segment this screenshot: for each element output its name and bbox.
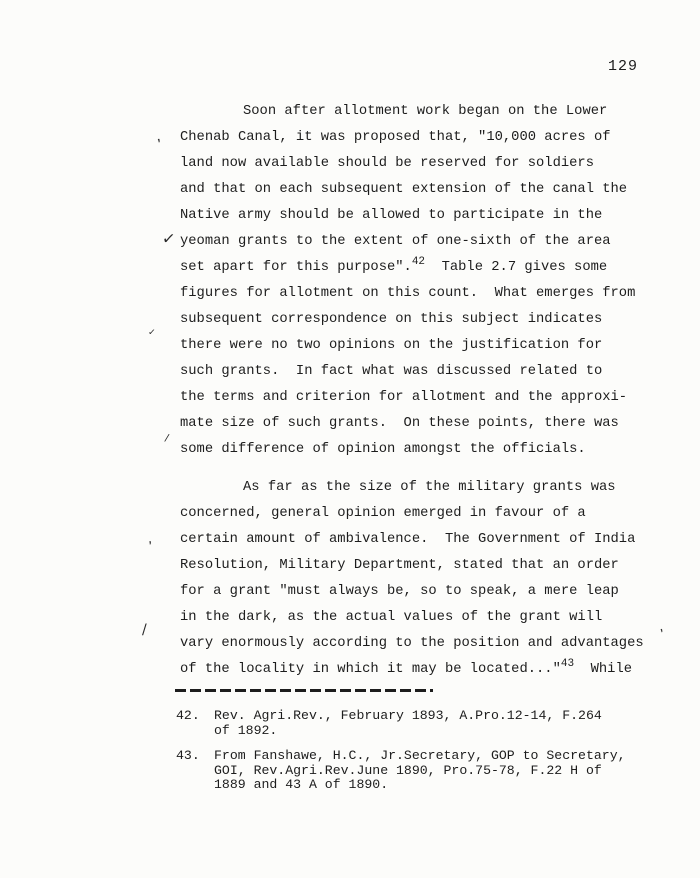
body-line: Resolution, Military Department, stated that an order bbox=[180, 558, 619, 573]
footnote-line: of 1892. bbox=[214, 722, 278, 738]
ink-speck: , bbox=[654, 619, 666, 636]
footnote-number: 43. bbox=[176, 748, 200, 764]
body-line: Chenab Canal, it was proposed that, "10,000 acres of bbox=[180, 130, 611, 145]
footnote-text bbox=[214, 749, 626, 793]
line-text: set apart for this purpose". bbox=[180, 260, 412, 275]
body-line: As far as the size of the military grants was bbox=[243, 480, 616, 495]
body-line: Native army should be allowed to participate in the bbox=[180, 208, 603, 223]
footnote-separator-line bbox=[175, 689, 433, 692]
paragraph-2 bbox=[180, 475, 644, 683]
body-line: in the dark, as the actual values of the grant will bbox=[180, 610, 603, 625]
footnote-42 bbox=[176, 709, 626, 738]
body-line: yeoman grants to the extent of one-sixth of the area bbox=[180, 234, 611, 249]
margin-tick-mark: ✓ bbox=[147, 327, 156, 339]
body-line: land now available should be reserved for soldiers bbox=[180, 156, 594, 171]
body-line: and that on each subsequent extension of the canal the bbox=[180, 182, 628, 197]
body-line: vary enormously according to the position and advantages bbox=[180, 636, 644, 651]
line-text: of the locality in which it may be located..." bbox=[180, 662, 561, 677]
body-line: there were no two opinions on the justification for bbox=[180, 338, 603, 353]
paragraph-1 bbox=[180, 99, 635, 463]
footnote-line: From Fanshawe, H.C., Jr.Secretary, GOP to Secretary, bbox=[214, 748, 626, 764]
margin-tick-mark: / bbox=[142, 622, 147, 638]
margin-tick-mark: , bbox=[151, 128, 163, 146]
footnote-number: 42. bbox=[176, 708, 200, 723]
body-line-with-footnote-ref bbox=[180, 255, 635, 281]
body-line: concerned, general opinion emerged in favour of a bbox=[180, 506, 586, 521]
margin-tick-mark: ✓ bbox=[161, 228, 177, 249]
footnote-line: 1889 and 43 A of 1890. bbox=[214, 777, 389, 793]
footnotes-section bbox=[176, 709, 626, 804]
footnote-43 bbox=[176, 749, 626, 793]
footnote-text bbox=[214, 709, 602, 738]
body-line: Soon after allotment work began on the Lower bbox=[243, 104, 608, 119]
body-line: certain amount of ambivalence. The Government of India bbox=[180, 532, 636, 547]
line-text: While bbox=[574, 662, 633, 677]
body-line: mate size of such grants. On these points, there was bbox=[180, 416, 619, 431]
body-line: figures for allotment on this count. What emerges from bbox=[180, 286, 636, 301]
footnote-ref-42: 42 bbox=[411, 256, 426, 268]
body-line: the terms and criterion for allotment and the approxi- bbox=[180, 390, 628, 405]
footnote-line: GOI, Rev.Agri.Rev.June 1890, Pro.75-78, F.22 H of bbox=[214, 762, 602, 778]
footnote-ref-43: 43 bbox=[560, 658, 575, 670]
body-line-with-footnote-ref bbox=[180, 657, 644, 683]
body-line: for a grant "must always be, so to speak, a mere leap bbox=[180, 584, 619, 599]
body-line: some difference of opinion amongst the officials. bbox=[180, 442, 586, 457]
body-line: such grants. In fact what was discussed related to bbox=[180, 364, 603, 379]
line-text: Table 2.7 gives some bbox=[425, 260, 608, 275]
margin-tick-mark: / bbox=[163, 432, 170, 445]
footnote-line: Rev. Agri.Rev., February 1893, A.Pro.12-14, F.264 bbox=[214, 708, 602, 723]
page-number: 129 bbox=[608, 58, 639, 75]
body-line: subsequent correspondence on this subject indicates bbox=[180, 312, 603, 327]
margin-tick-mark: , bbox=[144, 531, 154, 548]
